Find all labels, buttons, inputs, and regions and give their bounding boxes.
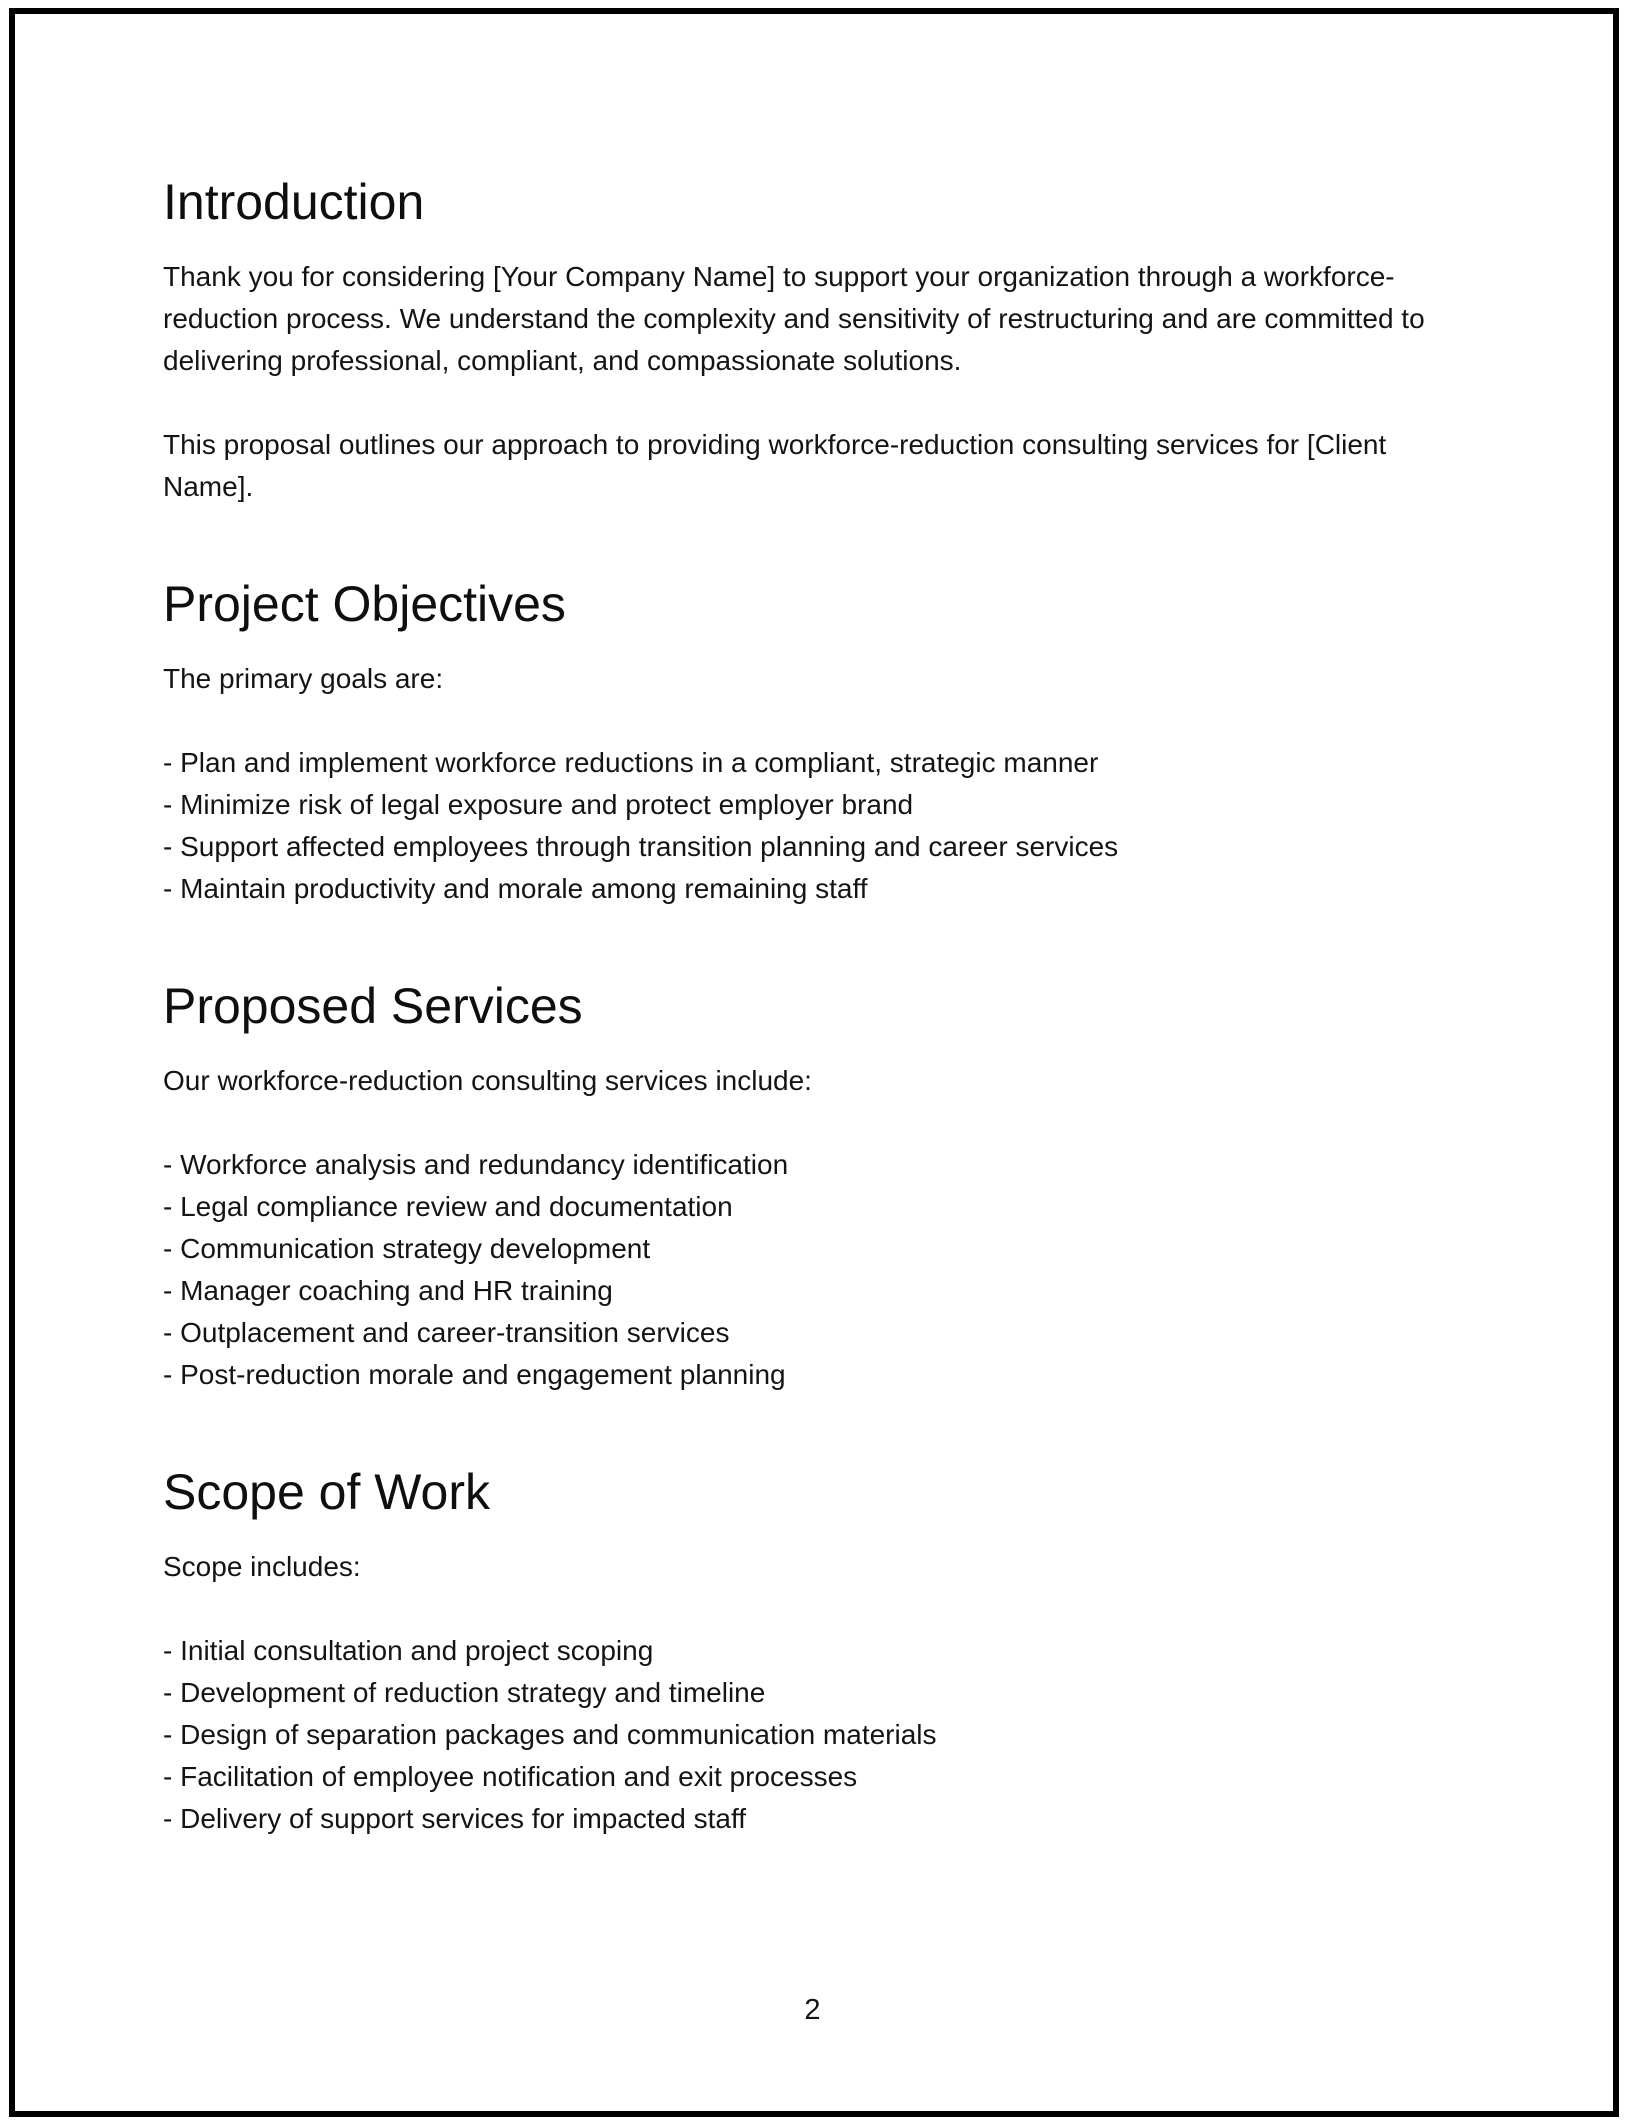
paragraph: This proposal outlines our approach to providing workforce-reduction consulting services for [Client Name]. xyxy=(163,429,1387,502)
list-item: - Support affected employees through transition planning and career services xyxy=(163,831,1119,862)
bullet-list xyxy=(163,1630,1473,1840)
page-number: 2 xyxy=(804,1994,821,2026)
list-item: - Delivery of support services for impacted staff xyxy=(163,1803,747,1834)
paragraph: Scope includes: xyxy=(163,1551,361,1582)
section-heading: Project Objectives xyxy=(163,576,566,632)
document-section xyxy=(163,172,1473,508)
document-section xyxy=(163,1462,1473,1840)
document-section xyxy=(163,976,1473,1396)
list-item: - Workforce analysis and redundancy identification xyxy=(163,1149,789,1180)
list-item: - Post-reduction morale and engagement planning xyxy=(163,1359,786,1390)
document-section xyxy=(163,574,1473,910)
section-heading: Introduction xyxy=(163,174,425,230)
list-item: - Communication strategy development xyxy=(163,1233,651,1264)
section-heading: Proposed Services xyxy=(163,978,583,1034)
list-item: - Manager coaching and HR training xyxy=(163,1275,613,1306)
list-item: - Facilitation of employee notification and exit processes xyxy=(163,1761,858,1792)
paragraph: The primary goals are: xyxy=(163,663,444,694)
bullet-list xyxy=(163,742,1473,910)
list-item: - Plan and implement workforce reductions in a compliant, strategic manner xyxy=(163,747,1099,778)
list-item: - Development of reduction strategy and timeline xyxy=(163,1677,766,1708)
list-item: - Legal compliance review and documentation xyxy=(163,1191,733,1222)
bullet-list xyxy=(163,1144,1473,1396)
list-item: - Design of separation packages and communication materials xyxy=(163,1719,937,1750)
paragraph: Thank you for considering [Your Company Name] to support your organization through a workforce-reduction process. We understand the complexity and sensitivity of restructuring and are committed to delivering professional, compliant, and compassionate solutions. xyxy=(163,261,1425,376)
document-content xyxy=(163,0,1473,1882)
list-item: - Outplacement and career-transition services xyxy=(163,1317,730,1348)
page-footer xyxy=(0,1992,1625,2028)
paragraph: Our workforce-reduction consulting services include: xyxy=(163,1065,812,1096)
list-item: - Maintain productivity and morale among remaining staff xyxy=(163,873,868,904)
list-item: - Initial consultation and project scoping xyxy=(163,1635,654,1666)
list-item: - Minimize risk of legal exposure and protect employer brand xyxy=(163,789,914,820)
section-heading: Scope of Work xyxy=(163,1464,491,1520)
